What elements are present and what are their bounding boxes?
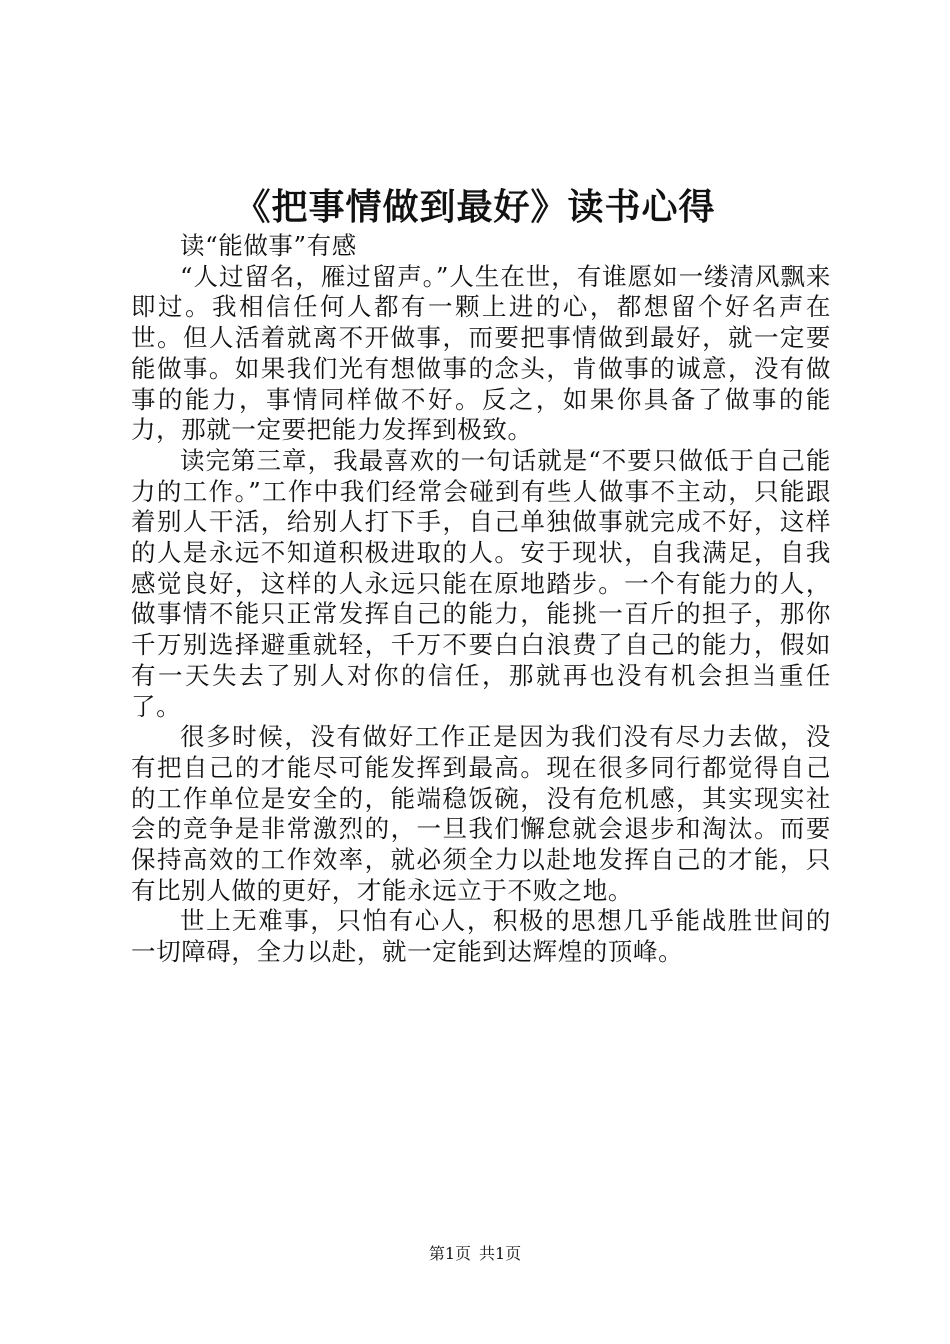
body-paragraph-3: 很多时候，没有做好工作正是因为我们没有尽力去做，没有把自己的才能尽可能发挥到最高。现在很多同行都觉得自己的工作单位是安全的，能端稳饭碗，没有危机感，其实现实社会的竞争是非常激烈的，一旦我们懈怠就会退步和淘汰。而要保持高效的工作效率，就必须全力以赴地发挥自己的才能，只有比别人做的更好，才能永远立于不败之地。: [131, 722, 831, 905]
body-paragraph-4: 世上无难事，只怕有心人，积极的思想几乎能战胜世间的一切障碍，全力以赴，就一定能到达辉煌的顶峰。: [131, 906, 831, 967]
body-paragraph-2: 读完第三章，我最喜欢的一句话就是“不要只做低于自己能力的工作。”工作中我们经常会碰到有些人做事不主动，只能跟着别人干活，给别人打下手，自己单独做事就完成不好，这样的人是永远不知道积极进取的人。安于现状，自我满足，自我感觉良好，这样的人永远只能在原地踏步。一个有能力的人，做事情不能只正常发挥自己的能力，能挑一百斤的担子，那你千万别选择避重就轻，千万不要白白浪费了自己的能力，假如有一天失去了别人对你的信任，那就再也没有机会担当重任了。: [131, 445, 831, 721]
document-body: [131, 231, 831, 968]
document-title: 《把事情做到最好》读书心得: [234, 186, 716, 228]
page-number: 第1页: [428, 1244, 471, 1263]
body-paragraph-1: “人过留名，雁过留声。”人生在世，有谁愿如一缕清风飘来即过。我相信任何人都有一颗上进的心，都想留个好名声在世。但人活着就离不开做事，而要把事情做到最好，就一定要能做事。如果我们光有想做事的念头，肯做事的诚意，没有做事的能力，事情同样做不好。反之，如果你具备了做事的能力，那就一定要把能力发挥到极致。: [131, 261, 831, 445]
subtitle-paragraph: 读“能做事”有感: [180, 231, 357, 260]
page-footer: [0, 1243, 950, 1265]
page-total: 共1页: [479, 1244, 522, 1263]
